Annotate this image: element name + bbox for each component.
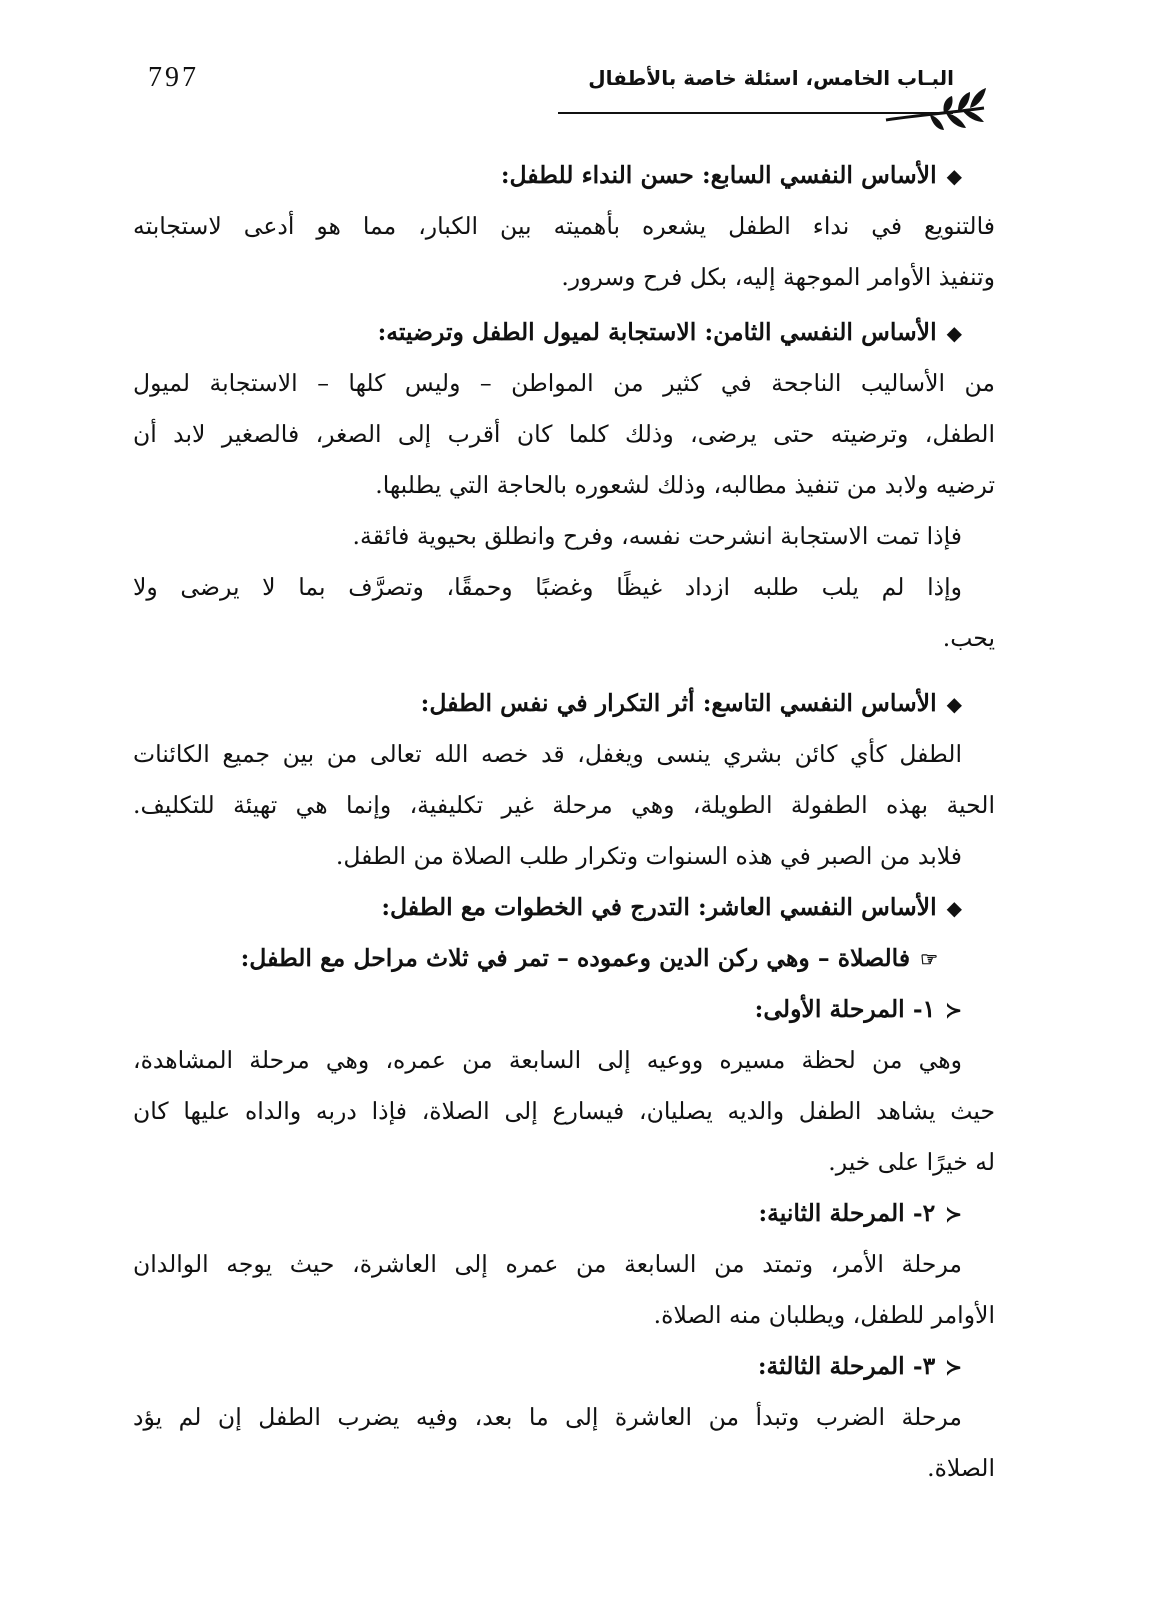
section-heading: ◆الأساس النفسي الثامن: الاستجابة لميول الطفل وترضيته: <box>133 307 995 358</box>
paragraph-line: الطفل كأي كائن بشري ينسى ويغفل، قد خصه الله تعالى من بين جميع الكائنات <box>133 740 962 768</box>
paragraph-line: وهي من لحظة مسيره ووعيه إلى السابعة من عمره، وهي مرحلة المشاهدة، <box>133 1046 962 1074</box>
subheading: ☞فالصلاة – وهي ركن الدين وعموده – تمر في ثلاث مراحل مع الطفل: <box>133 933 995 984</box>
page-body <box>133 150 995 1494</box>
circle-bullet-icon: ◆ <box>946 896 962 920</box>
leaf-ornament-icon <box>880 86 990 132</box>
paragraph-line: فإذا تمت الاستجابة انشرحت نفسه، وفرح وانطلق بحيوية فائقة. <box>352 522 962 550</box>
paragraph-line: مرحلة الأمر، وتمتد من السابعة من عمره إلى العاشرة، حيث يوجه الوالدان <box>133 1250 962 1278</box>
paragraph-line: فالتنويع في نداء الطفل يشعره بأهميته بين الكبار، مما هو أدعى لاستجابته <box>133 212 995 240</box>
paragraph-line: له خيرًا على خير. <box>828 1148 995 1176</box>
paragraph-line: الطفل، وترضيته حتى يرضى، وذلك كلما كان أقرب إلى الصغر، فالصغير لابد أن <box>133 420 995 448</box>
paragraph-line: مرحلة الضرب وتبدأ من العاشرة إلى ما بعد، وفيه يضرب الطفل إن لم يؤد <box>133 1403 962 1431</box>
section-heading: ◆الأساس النفسي العاشر: التدرج في الخطوات مع الطفل: <box>133 882 995 933</box>
paragraph-line: الحية بهذه الطفولة الطويلة، وهي مرحلة غير تكليفية، وإنما هي تهيئة للتكليف. <box>133 791 995 819</box>
stage-heading: ≺٣- المرحلة الثالثة: <box>133 1341 995 1392</box>
paragraph-line: وتنفيذ الأوامر الموجهة إليه، بكل فرح وسرور. <box>561 263 995 291</box>
paragraph-line: ترضيه ولابد من تنفيذ مطالبه، وذلك لشعوره بالحاجة التي يطلبها. <box>375 471 995 499</box>
stage-heading: ≺٢- المرحلة الثانية: <box>133 1188 995 1239</box>
arrow-marker-icon: ≺ <box>945 998 962 1022</box>
paragraph-line: يحب. <box>942 624 995 652</box>
paragraph-line: حيث يشاهد الطفل والديه يصليان، فيسارع إلى الصلاة، فإذا دربه والداه عليها كان <box>133 1097 995 1125</box>
circle-bullet-icon: ◆ <box>946 164 962 188</box>
paragraph-line: وإذا لم يلب طلبه ازداد غيظًا وغضبًا وحمقًا، وتصرَّف بما لا يرضى ولا <box>133 573 962 601</box>
paragraph-line: فلابد من الصبر في هذه السنوات وتكرار طلب الصلاة من الطفل. <box>335 842 962 870</box>
paragraph-line: الصلاة. <box>927 1454 995 1482</box>
paragraph-line: الأوامر للطفل، ويطلبان منه الصلاة. <box>653 1301 995 1329</box>
arrow-marker-icon: ≺ <box>945 1355 962 1379</box>
section-heading: ◆الأساس النفسي السابع: حسن النداء للطفل: <box>133 150 995 201</box>
section-heading: ◆الأساس النفسي التاسع: أثر التكرار في نفس الطفل: <box>133 678 995 729</box>
arrow-marker-icon: ≺ <box>945 1202 962 1226</box>
stage-heading: ≺١- المرحلة الأولى: <box>133 984 995 1035</box>
page-number: 797 <box>148 62 199 93</box>
paragraph-line: من الأساليب الناجحة في كثير من المواطن – وليس كلها – الاستجابة لميول <box>133 369 995 397</box>
running-header: البـاب الخامس، اسئلة خاصة بالأطفال <box>588 66 954 90</box>
circle-bullet-icon: ◆ <box>946 321 962 345</box>
circle-bullet-icon: ◆ <box>946 692 962 716</box>
hand-pointer-icon: ☞ <box>920 947 938 971</box>
